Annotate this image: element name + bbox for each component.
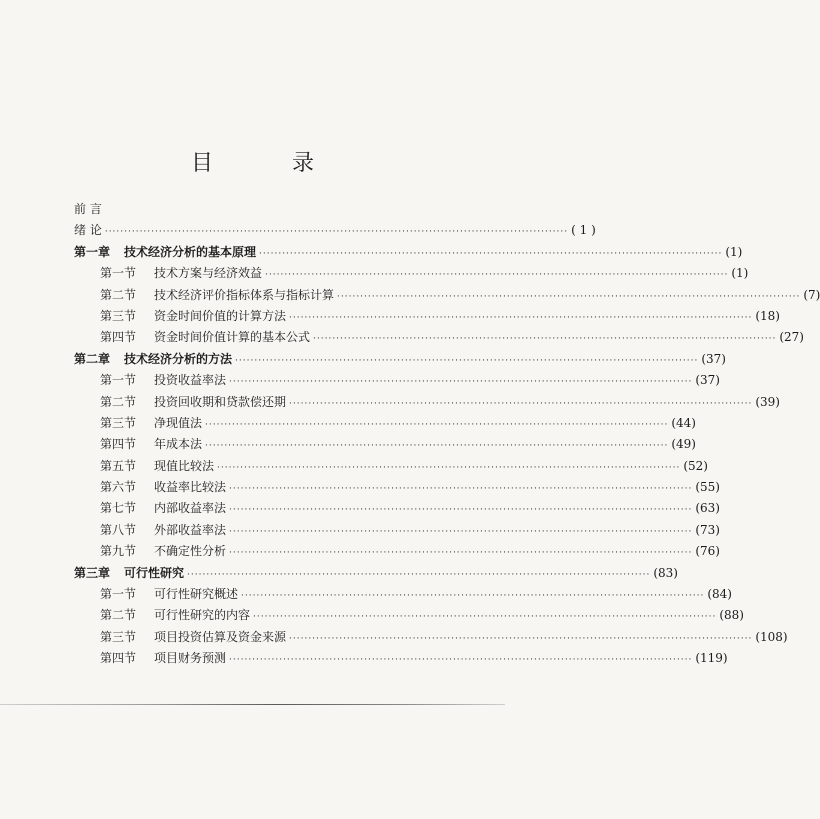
toc-entry <box>74 542 720 563</box>
toc-entry-heading <box>100 328 310 345</box>
toc-entry-number: 第一节 <box>100 373 137 388</box>
toc-entry-label: 项目投资估算及资金来源 <box>154 629 287 644</box>
toc-entry-number: 第一节 <box>100 266 137 281</box>
dot-leader: ························································································································ <box>289 633 753 644</box>
toc-entry-label: 技术方案与经济效益 <box>154 266 263 281</box>
dot-leader: ························································································································ <box>205 441 669 452</box>
toc-entry-number: 第二章 <box>74 351 111 366</box>
dot-leader: ························································································································ <box>235 355 699 366</box>
toc-entry-page: (73) <box>695 522 720 537</box>
toc-entry-heading <box>100 542 226 559</box>
toc-entry-heading <box>100 457 214 474</box>
toc-entry-heading <box>74 564 184 581</box>
toc-entry <box>74 307 780 328</box>
toc-entry-page: (119) <box>695 651 728 666</box>
toc-entry <box>74 350 726 371</box>
toc-entry <box>74 264 749 285</box>
toc-entry-number: 第一章 <box>74 244 111 259</box>
toc-entry-number: 第二节 <box>100 608 137 623</box>
toc-entry-label: 技术经济分析的基本原理 <box>124 244 257 259</box>
dot-leader: ························································································································ <box>229 505 693 516</box>
toc-entry-page: (84) <box>707 587 732 602</box>
toc-entry-label: 投资收益率法 <box>154 373 227 388</box>
toc-entry-number: 第二节 <box>100 287 137 302</box>
dot-leader: ························································································································ <box>187 569 651 580</box>
toc-entry-heading <box>100 414 202 431</box>
toc-entry <box>74 628 788 649</box>
toc-entry-number: 第三节 <box>100 415 137 430</box>
toc-entry-page: (63) <box>695 501 720 516</box>
toc-entry-page: (37) <box>695 373 720 388</box>
toc-entry-label: 年成本法 <box>154 437 203 452</box>
toc-entry <box>74 393 780 414</box>
toc-entry <box>74 435 696 456</box>
toc-entry-label: 内部收益率法 <box>154 501 227 516</box>
toc-entry-label: 可行性研究概述 <box>154 587 239 602</box>
dot-leader: ························································································································ <box>104 227 569 238</box>
toc-entry <box>74 457 708 478</box>
toc-entry <box>74 243 743 264</box>
dot-leader: ························································································································ <box>205 419 669 430</box>
toc-entry-heading <box>100 478 226 495</box>
toc-entry-page: (88) <box>719 608 744 623</box>
dot-leader: ························································································································ <box>253 612 717 623</box>
toc-entry-heading <box>100 585 238 602</box>
toc-entry-label: 收益率比较法 <box>154 480 227 495</box>
toc-entry-page: (37) <box>701 351 726 366</box>
toc-entry <box>74 585 732 606</box>
toc-entry <box>74 328 804 349</box>
toc-entry-page: (1) <box>725 244 743 259</box>
toc-entry-label: 前 言 <box>74 202 102 216</box>
toc-entry-number: 第五节 <box>100 458 137 473</box>
toc-entry-label: 技术经济评价指标体系与指标计算 <box>154 287 335 302</box>
toc-entry <box>74 521 720 542</box>
toc-entry-heading <box>100 649 226 666</box>
dot-leader: ························································································································ <box>229 484 693 495</box>
toc-entry-page: (27) <box>779 330 804 345</box>
toc-entry-number: 第四节 <box>100 437 137 452</box>
dot-leader: ························································································································ <box>229 655 693 666</box>
toc-entry-label: 净现值法 <box>154 415 203 430</box>
toc-entry-number: 第八节 <box>100 522 137 537</box>
dot-leader: ························································································································ <box>289 398 753 409</box>
toc-entry <box>74 286 820 307</box>
dot-leader: ························································································································ <box>289 312 753 323</box>
toc-entry <box>74 499 720 520</box>
toc-entry-heading <box>74 243 256 260</box>
toc-entry-number: 第四节 <box>100 330 137 345</box>
toc-entry <box>74 606 744 627</box>
page-title: 目 录 <box>191 151 350 176</box>
toc-entry-page: (52) <box>683 458 708 473</box>
toc-entry-number: 第四节 <box>100 651 137 666</box>
dot-leader: ························································································································ <box>313 334 777 345</box>
toc-entry-heading <box>100 606 250 623</box>
toc-entry-number: 第六节 <box>100 480 137 495</box>
toc-entry <box>74 649 728 670</box>
dot-leader: ························································································································ <box>265 270 729 281</box>
toc-entry-heading <box>100 286 334 303</box>
toc-entry-heading <box>100 435 202 452</box>
toc-entry-page: (108) <box>755 629 788 644</box>
dot-leader: ························································································································ <box>259 248 723 259</box>
bottom-rule <box>0 704 505 705</box>
toc-entry-label: 不确定性分析 <box>154 544 227 559</box>
toc-entry-label: 项目财务预测 <box>154 651 227 666</box>
toc-entry-page: (49) <box>671 437 696 452</box>
toc-entry-heading <box>100 264 262 281</box>
toc-entry-page: ( 1 ) <box>571 223 596 238</box>
table-of-contents <box>74 200 820 671</box>
toc-entry-page: (76) <box>695 544 720 559</box>
toc-entry-number: 第三章 <box>74 565 111 580</box>
dot-leader: ························································································································ <box>229 526 693 537</box>
toc-entry-heading <box>100 628 286 645</box>
toc-entry-heading <box>100 307 286 324</box>
toc-entry <box>74 564 678 585</box>
toc-entry-heading <box>100 393 286 410</box>
toc-entry-label: 外部收益率法 <box>154 522 227 537</box>
toc-entry-page: (7) <box>803 287 820 302</box>
toc-entry-number: 第七节 <box>100 501 137 516</box>
dot-leader: ························································································································ <box>229 548 693 559</box>
toc-entry-label: 投资回收期和贷款偿还期 <box>154 394 287 409</box>
toc-entry-label: 现值比较法 <box>154 458 215 473</box>
toc-entry-label: 可行性研究 <box>124 565 185 580</box>
toc-entry-label: 资金时间价值的计算方法 <box>154 308 287 323</box>
toc-entry <box>74 221 596 242</box>
toc-entry <box>74 371 720 392</box>
toc-entry-number: 第二节 <box>100 394 137 409</box>
toc-entry-page: (39) <box>755 394 780 409</box>
dot-leader: ························································································································ <box>229 377 693 388</box>
toc-entry <box>74 478 720 499</box>
toc-entry-heading <box>74 350 232 367</box>
toc-entry-number: 第三节 <box>100 308 137 323</box>
toc-entry-page: (18) <box>755 308 780 323</box>
toc-entry-heading <box>100 521 226 538</box>
toc-entry-label: 可行性研究的内容 <box>154 608 251 623</box>
dot-leader: ························································································································ <box>241 591 705 602</box>
toc-entry <box>74 200 440 221</box>
toc-entry-label: 技术经济分析的方法 <box>124 351 233 366</box>
toc-entry-page: (83) <box>653 565 678 580</box>
toc-entry-number: 第三节 <box>100 629 137 644</box>
toc-entry-page: (1) <box>731 266 749 281</box>
toc-entry-heading <box>100 499 226 516</box>
dot-leader: ························································································································ <box>337 291 801 302</box>
toc-entry-label: 绪 论 <box>74 223 102 238</box>
toc-entry-number: 第九节 <box>100 544 137 559</box>
toc-entry-page: (55) <box>695 480 720 495</box>
toc-entry-number: 第一节 <box>100 587 137 602</box>
toc-entry-page: (44) <box>671 415 696 430</box>
toc-entry-heading <box>100 371 226 388</box>
toc-entry-label: 资金时间价值计算的基本公式 <box>154 330 311 345</box>
dot-leader: ························································································································ <box>217 462 681 473</box>
toc-entry <box>74 414 696 435</box>
